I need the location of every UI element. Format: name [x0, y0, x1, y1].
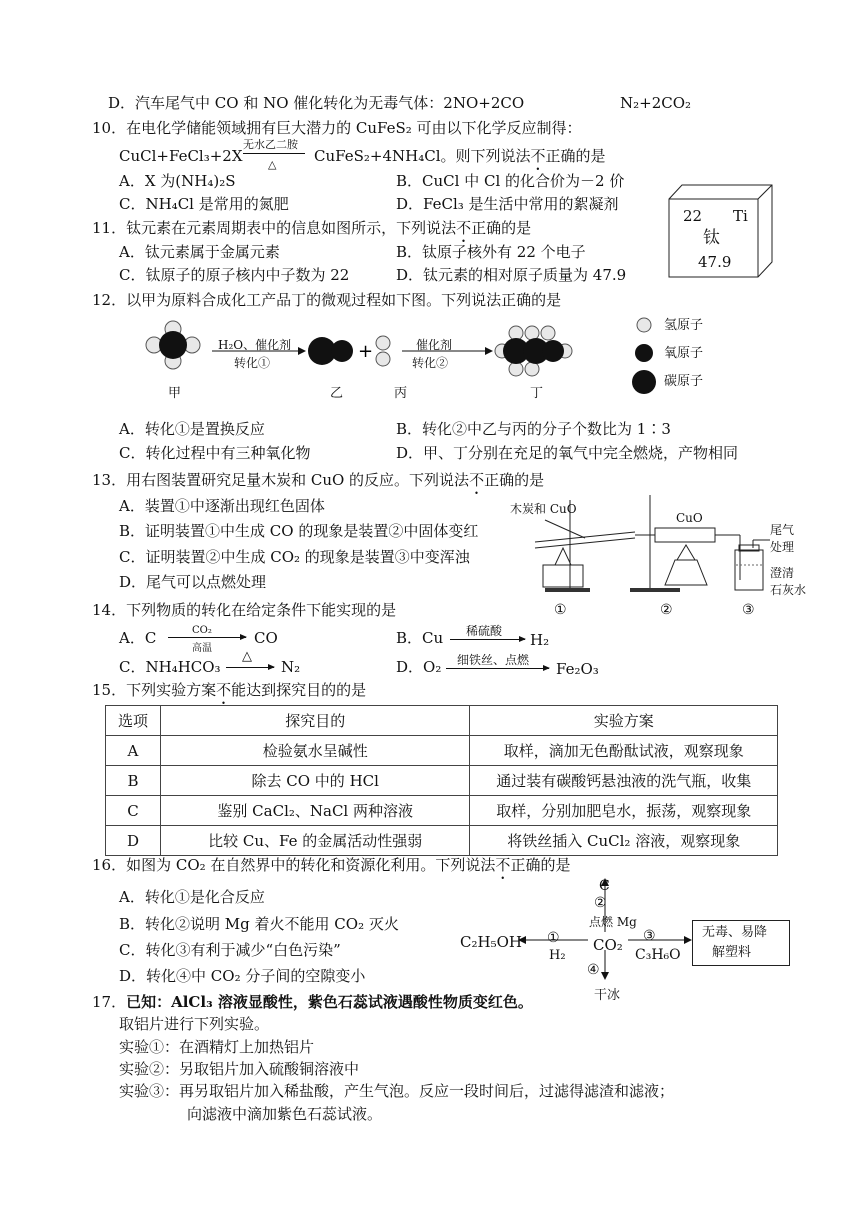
- cell-plan: 取样，分别加肥皂水，振荡，观察现象: [470, 796, 778, 826]
- element-name: 钛: [703, 228, 720, 248]
- q16-label-ethanol: C₂H₅OH: [460, 933, 522, 951]
- q14-b-left: B．Cu: [396, 629, 444, 647]
- cell-purpose: 鉴别 CaCl₂、NaCl 两种溶液: [160, 796, 470, 826]
- molecule-jia: [146, 321, 200, 369]
- q17-experiment-1: 实验①：在酒精灯上加热铝片: [119, 1038, 315, 1056]
- q14-a-bottom: 高温: [192, 643, 212, 654]
- element-mass: 47.9: [698, 253, 732, 271]
- q10-option-d: D．FeCl₃ 是生活中常用的絮凝剂: [396, 195, 619, 213]
- cell-purpose: 除去 CO 中的 HCl: [160, 766, 470, 796]
- header-option: 选项: [106, 706, 161, 736]
- q10-option-c: C．NH₄Cl 是常用的氮肥: [119, 195, 289, 213]
- molecule-ding: [495, 326, 572, 376]
- molecule-yi: [308, 337, 353, 365]
- q14-stem: 14．下列物质的转化在给定条件下能实现的是: [92, 601, 397, 619]
- cell-plan: 取样，滴加无色酚酞试液，观察现象: [470, 736, 778, 766]
- q16-option-c: C．转化③有利于减少“白色污染”: [119, 941, 341, 959]
- q13-label-tail-gas-1: 尾气: [770, 523, 795, 537]
- q13-label-limewater-2: 石灰水: [770, 583, 807, 597]
- q14-a-left: A．C: [119, 629, 157, 647]
- element-symbol: Ti: [733, 207, 748, 225]
- legend-oxygen: 氧原子: [664, 346, 704, 361]
- q14-a-arrow: [168, 637, 246, 638]
- q16-label-dry-ice: 干冰: [594, 988, 621, 1003]
- q14-d-arrow: [446, 668, 549, 669]
- q12-option-b: B．转化②中乙与丙的分子个数比为 1∶3: [396, 420, 671, 438]
- q10-equation-left: CuCl+FeCl₃+2X: [119, 147, 243, 165]
- q12-arrow2-bottom: 转化②: [412, 356, 449, 370]
- q10-equation-line: [243, 153, 305, 154]
- q14-d-top: 细铁丝、点燃: [457, 653, 530, 667]
- q14-c-right: N₂: [281, 658, 301, 676]
- table-header-row: [106, 706, 778, 736]
- q17-line-2: 取铝片进行下列实验。: [119, 1015, 270, 1033]
- q13-option-c: C．证明装置②中生成 CO₂ 的现象是装置③中变浑浊: [119, 548, 470, 566]
- q14-d-left: D．O₂: [396, 658, 442, 676]
- q16-label-c3h6o: C₃H₆O: [635, 947, 681, 963]
- q17-experiment-2: 实验②：另取铝片加入硫酸铜溶液中: [119, 1060, 360, 1078]
- q12-arrow2-top: 催化剂: [416, 338, 453, 352]
- q17-known: 17．已知：AlCl₃ 溶液显酸性，紫色石蕊试液遇酸性物质变红色。: [92, 993, 533, 1011]
- q10-stem: 10．在电化学储能领域拥有巨大潜力的 CuFeS₂ 可由以下化学反应制得：: [92, 119, 582, 137]
- header-purpose: 探究目的: [160, 706, 470, 736]
- q16-label-3: ③: [643, 928, 656, 944]
- q14-a-right: CO: [254, 629, 278, 647]
- q16-option-a: A．转化①是化合反应: [119, 888, 265, 906]
- table-row: [106, 736, 778, 766]
- table-row: [106, 766, 778, 796]
- q13-option-a: A．装置①中逐渐出现红色固体: [119, 497, 325, 515]
- q14-b-right: H₂: [530, 631, 550, 649]
- table-row: [106, 826, 778, 856]
- q17-experiment-3-cont: 向滤液中滴加紫色石蕊试液。: [187, 1105, 383, 1123]
- q13-device-2: ②: [660, 602, 673, 618]
- q13-option-b: B．证明装置①中生成 CO 的现象是装置②中固体变红: [119, 522, 479, 540]
- q17-experiment-3: 实验③：再另取铝片加入稀盐酸，产生气泡。反应一段时间后，过滤得滤渣和滤液；: [119, 1082, 675, 1100]
- cell-purpose: 检验氨水呈碱性: [160, 736, 470, 766]
- q14-c-left: C．NH₄HCO₃: [119, 658, 221, 676]
- q14-a-top: CO₂: [192, 625, 212, 636]
- q12-option-d: D．甲、丁分别在充足的氧气中完全燃烧，产物相同: [396, 444, 739, 462]
- q13-device-3: ③: [742, 602, 755, 618]
- q13-label-tail-gas-2: 处理: [770, 540, 795, 554]
- q12-arrow1-bottom: 转化①: [234, 356, 271, 370]
- q12-option-c: C．转化过程中有三种氧化物: [119, 444, 311, 462]
- q12-option-a: A．转化①是置换反应: [119, 420, 265, 438]
- q11-option-d: D．钛元素的相对原子质量为 47.9: [396, 266, 627, 284]
- q13-option-d: D．尾气可以点燃处理: [119, 573, 267, 591]
- q11-option-c: C．钛原子的原子核内中子数为 22: [119, 266, 350, 284]
- q9-option-d: D．汽车尾气中 CO 和 NO 催化转化为无毒气体：2NO+2CO: [108, 94, 525, 112]
- q12-stem: 12．以甲为原料合成化工产品丁的微观过程如下图。下列说法正确的是: [92, 291, 562, 309]
- q16-option-d: D．转化④中 CO₂ 分子间的空隙变小: [119, 967, 366, 985]
- q13-label-cuo: CuO: [676, 511, 703, 525]
- table-row: [106, 796, 778, 826]
- q10-option-b: B．CuCl 中 Cl 的化合价为－2 价: [396, 172, 625, 190]
- q14-b-arrow: [450, 639, 525, 640]
- q16-label-ignite-mg: 点燃 Mg: [589, 915, 637, 929]
- legend-hydrogen: 氢原子: [664, 318, 704, 333]
- q13-stem: 13．用右图装置研究足量木炭和 CuO 的反应。下列说法不正确的是: [92, 471, 545, 489]
- q16-label-4: ④: [587, 962, 600, 978]
- cell-option: B: [106, 766, 161, 796]
- q11-option-b: B．钛原子核外有 22 个电子: [396, 243, 586, 261]
- q16-label-1: ①: [547, 930, 560, 946]
- label-bing: 丙: [394, 386, 408, 401]
- q16-label-c: C: [599, 878, 610, 894]
- cell-option: D: [106, 826, 161, 856]
- q16-label-h2: H₂: [549, 948, 566, 963]
- cell-plan: 将铁丝插入 CuCl₂ 溶液，观察现象: [470, 826, 778, 856]
- label-ding: 丁: [530, 386, 544, 401]
- cell-option: C: [106, 796, 161, 826]
- q11-stem: 11．钛元素在元素周期表中的信息如图所示，下列说法不正确的是: [92, 219, 532, 237]
- q15-stem: 15．下列实验方案不能达到探究目的的是: [92, 681, 367, 699]
- q10-option-a: A．X 为(NH₄)₂S: [119, 172, 236, 190]
- q15-table: [105, 705, 778, 856]
- q14-c-top: △: [242, 649, 252, 664]
- cell-purpose: 比较 Cu、Fe 的金属活动性强弱: [160, 826, 470, 856]
- q9-option-d-product: N₂+2CO₂: [620, 94, 692, 112]
- q16-box-line-1: 无毒、易降: [702, 925, 768, 940]
- label-yi: 乙: [330, 386, 344, 401]
- q10-condition-bottom: △: [268, 158, 277, 171]
- label-jia: 甲: [168, 386, 182, 401]
- svg-text:+: +: [358, 341, 374, 362]
- q10-equation-right: CuFeS₂+4NH₄Cl。则下列说法不正确的是: [314, 147, 606, 165]
- q16-stem: 16．如图为 CO₂ 在自然界中的转化和资源化利用。下列说法不正确的是: [92, 856, 571, 874]
- q10-condition-top: 无水乙二胺: [243, 138, 298, 151]
- q16-option-b: B．转化②说明 Mg 着火不能用 CO₂ 灭火: [119, 915, 399, 933]
- q16-label-co2: CO₂: [593, 936, 623, 954]
- q12-arrow1-top: H₂O、催化剂: [218, 338, 292, 352]
- element-number: 22: [683, 207, 703, 225]
- header-plan: 实验方案: [470, 706, 778, 736]
- molecule-bing: [376, 336, 390, 366]
- legend-carbon: 碳原子: [664, 374, 704, 389]
- q14-d-right: Fe₂O₃: [556, 660, 599, 678]
- q13-label-carbon-cuo: 木炭和 CuO: [510, 502, 577, 516]
- cell-option: A: [106, 736, 161, 766]
- q16-label-2: ②: [594, 895, 607, 911]
- q14-c-arrow: [226, 667, 274, 668]
- q13-label-limewater-1: 澄清: [770, 566, 795, 580]
- cell-plan: 通过装有碳酸钙悬浊液的洗气瓶，收集: [470, 766, 778, 796]
- q14-b-top: 稀硫酸: [466, 624, 503, 638]
- q11-option-a: A．钛元素属于金属元素: [119, 243, 280, 261]
- q13-device-1: ①: [554, 602, 567, 618]
- q16-box-line-2: 解塑料: [712, 945, 752, 960]
